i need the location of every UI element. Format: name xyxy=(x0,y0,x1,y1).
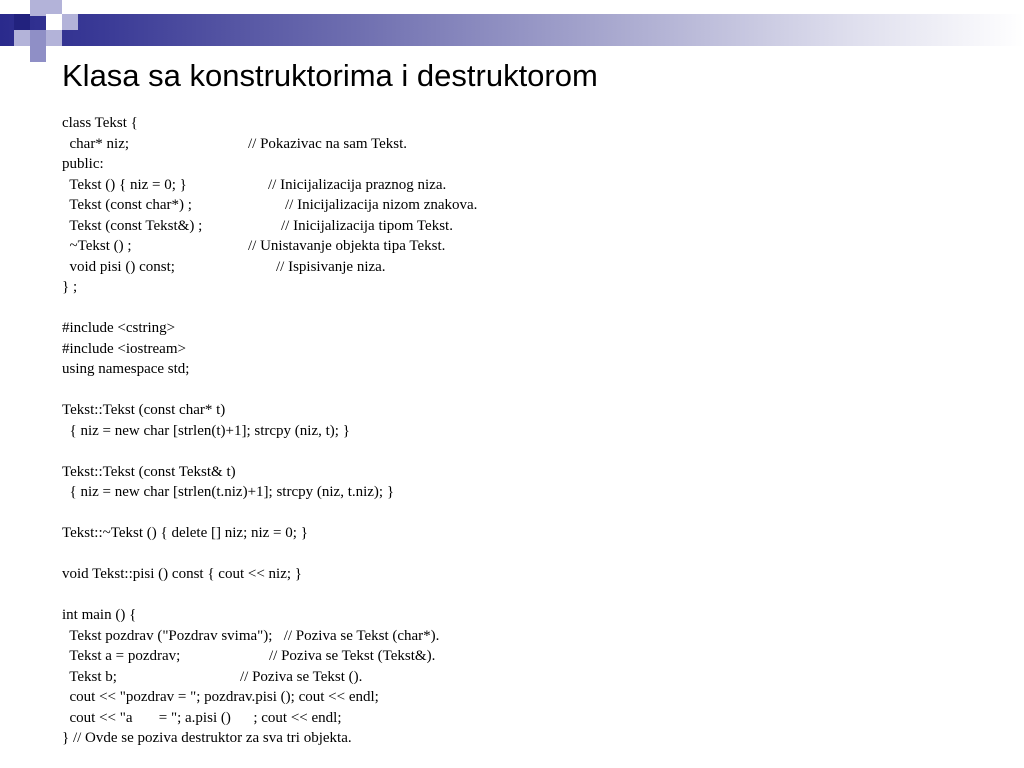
code-text: ~Tekst () ; xyxy=(62,238,132,254)
code-line xyxy=(62,728,439,749)
code-text: int main () { xyxy=(62,607,137,623)
code-text: cout << "a = "; a.pisi () ; cout << endl; xyxy=(62,709,342,726)
code-line xyxy=(62,277,439,298)
code-line xyxy=(62,134,439,155)
code-text: { niz = new char [strlen(t)+1]; strcpy (niz, t); } xyxy=(62,422,350,439)
code-text: void pisi () const; xyxy=(62,258,175,275)
code-text: Tekst::~Tekst () { delete [] niz; niz = 0; } xyxy=(62,525,308,541)
code-line xyxy=(62,441,439,462)
code-line xyxy=(62,646,439,667)
decor-square xyxy=(14,30,30,46)
code-line xyxy=(62,400,439,421)
code-line xyxy=(62,359,439,380)
code-text: #include <cstring> xyxy=(62,320,176,336)
code-line xyxy=(62,380,439,401)
code-line xyxy=(62,318,439,339)
code-line xyxy=(62,523,439,544)
code-comment: // Inicijalizacija tipom Tekst. xyxy=(281,217,453,234)
code-line xyxy=(62,544,439,565)
code-line xyxy=(62,564,439,585)
decor-square xyxy=(30,30,46,46)
code-line xyxy=(62,421,439,442)
code-comment: // Inicijalizacija nizom znakova. xyxy=(285,197,478,213)
code-line xyxy=(62,175,447,196)
decor-square xyxy=(46,30,62,46)
code-line xyxy=(62,462,439,483)
code-text: Tekst::Tekst (const char* t) xyxy=(62,402,226,418)
code-line xyxy=(62,195,478,216)
decor-square xyxy=(62,14,78,30)
code-line xyxy=(62,667,439,688)
code-text: Tekst (const Tekst&) ; xyxy=(62,217,203,234)
code-line xyxy=(62,113,439,134)
code-comment: // Unistavanje objekta tipa Tekst. xyxy=(248,238,446,254)
code-text: Tekst a = pozdrav; xyxy=(62,648,181,664)
code-text: char* niz; xyxy=(62,135,130,152)
code-comment: // Ispisivanje niza. xyxy=(276,258,386,275)
title-banner xyxy=(0,14,1024,46)
code-text: class Tekst { xyxy=(62,115,138,131)
code-text: } ; xyxy=(62,279,78,295)
code-text: Tekst::Tekst (const Tekst& t) xyxy=(62,463,236,480)
code-line xyxy=(62,626,439,647)
code-text: cout << "pozdrav = "; pozdrav.pisi (); cout << endl; xyxy=(62,689,379,705)
code-text: public: xyxy=(62,156,104,172)
code-text: #include <iostream> xyxy=(62,340,186,357)
code-line xyxy=(62,708,439,729)
code-text: Tekst b; xyxy=(62,668,117,685)
code-comment: // Poziva se Tekst (Tekst&). xyxy=(269,648,436,664)
code-text: void Tekst::pisi () const { cout << niz; } xyxy=(62,566,302,582)
code-comment: // Poziva se Tekst (). xyxy=(240,668,363,685)
code-line xyxy=(62,216,453,237)
code-block xyxy=(62,113,478,749)
code-line xyxy=(62,585,439,606)
code-text: Tekst (const char*) ; xyxy=(62,197,192,213)
code-text: using namespace std; xyxy=(62,361,190,377)
decor-square xyxy=(46,14,62,30)
decor-square xyxy=(14,14,30,30)
code-line xyxy=(62,154,439,175)
code-text: } // Ovde se poziva destruktor za sva tri objekta. xyxy=(62,730,352,746)
code-line xyxy=(62,339,439,360)
slide-title: Klasa sa konstruktorima i destruktorom xyxy=(62,58,598,93)
code-text: Tekst () { niz = 0; } xyxy=(62,176,187,193)
code-text: { niz = new char [strlen(t.niz)+1]; strcpy (niz, t.niz); } xyxy=(62,484,395,500)
code-line xyxy=(62,236,446,257)
code-comment: // Pokazivac na sam Tekst. xyxy=(248,135,408,152)
code-text: Tekst pozdrav ("Pozdrav svima"); // Poziva se Tekst (char*). xyxy=(62,627,440,644)
code-line xyxy=(62,298,439,319)
code-line xyxy=(62,482,439,503)
code-comment: // Inicijalizacija praznog niza. xyxy=(268,176,447,193)
code-line xyxy=(62,687,439,708)
code-line xyxy=(62,503,439,524)
code-line xyxy=(62,605,439,626)
code-line xyxy=(62,257,439,278)
decor-square xyxy=(30,0,46,16)
decor-square xyxy=(30,46,46,62)
